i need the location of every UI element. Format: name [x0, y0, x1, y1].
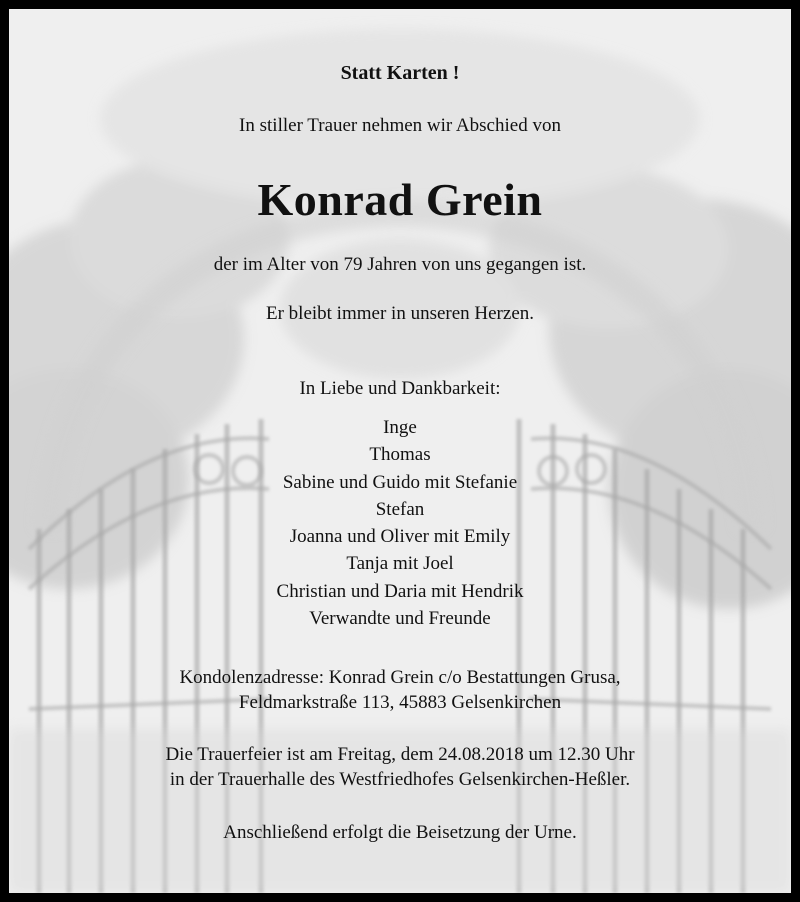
gratitude-line: In Liebe und Dankbarkeit: — [299, 378, 501, 399]
mourner-name: Joanna und Oliver mit Emily — [289, 526, 511, 548]
deceased-name: Konrad Grein — [257, 174, 543, 225]
mourner-name: Inge — [383, 417, 417, 438]
ceremony-line-1: Die Trauerfeier ist am Freitag, dem 24.08.2018 um 12.30 Uhr — [165, 744, 635, 765]
burial-line: Anschließend erfolgt die Beisetzung der Urne. — [223, 822, 577, 843]
mourner-name: Christian und Daria mit Hendrik — [276, 580, 524, 602]
condolence-address-line-2: Feldmarkstraße 113, 45883 Gelsenkirchen — [238, 692, 562, 713]
mourner-name: Thomas — [369, 444, 431, 466]
condolence-address-line-1: Kondolenzadresse: Konrad Grein c/o Bestattungen Grusa, — [179, 667, 621, 688]
age-line: der im Alter von 79 Jahren von uns gegangen ist. — [213, 254, 587, 275]
mourner-name: Tanja mit Joel — [346, 553, 454, 575]
mourner-name: Verwandte und Freunde — [309, 608, 491, 630]
ceremony-line-2: in der Trauerhalle des Westfriedhofes Gelsenkirchen-Heßler. — [169, 769, 631, 790]
intro-line: In stiller Trauer nehmen wir Abschied von — [239, 115, 561, 136]
statt-karten-header: Statt Karten ! — [340, 62, 460, 84]
mourner-name: Sabine und Guido mit Stefanie — [282, 471, 518, 493]
mourner-name: Stefan — [375, 498, 425, 520]
mourners-list — [9, 414, 791, 632]
memory-line: Er bleibt immer in unseren Herzen. — [265, 303, 534, 324]
